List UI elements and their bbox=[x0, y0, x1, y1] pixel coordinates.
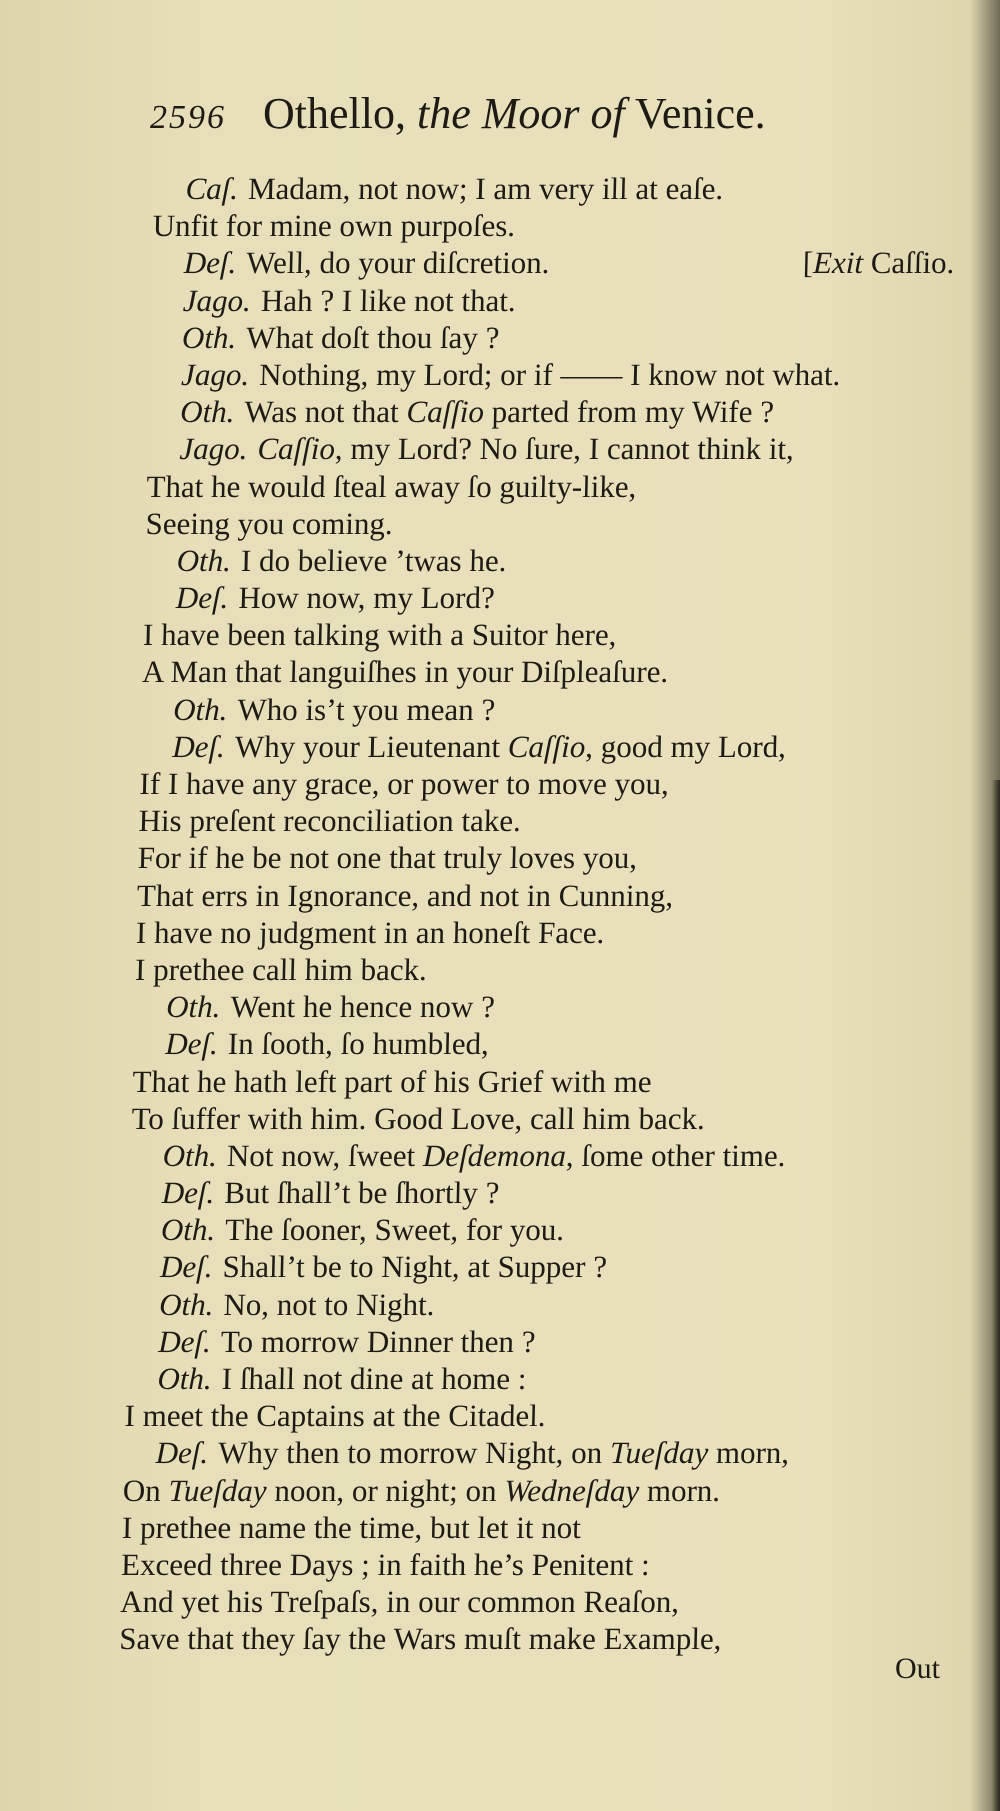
line-text: To ſuffer with him. Good Love, call him back. bbox=[131, 1100, 706, 1136]
verse-line bbox=[0, 468, 993, 505]
line-text: I do believe ’twas he. bbox=[240, 542, 507, 578]
title-part: Othello, bbox=[263, 89, 406, 138]
line-text: For if he be not one that truly loves you, bbox=[137, 840, 638, 876]
speech-line bbox=[0, 356, 996, 393]
line-text: The ſooner, Sweet, for you. bbox=[224, 1212, 565, 1248]
verse-line bbox=[0, 802, 985, 839]
speaker-name: Deſ. bbox=[155, 1435, 209, 1471]
speaker-name: Deſ. bbox=[164, 1026, 219, 1062]
speaker-name: Oth. bbox=[181, 319, 237, 355]
verse-line bbox=[0, 1620, 966, 1657]
line-text: , ſome other time. bbox=[565, 1137, 786, 1173]
line-text: In ſooth, ſo humbled, bbox=[227, 1026, 490, 1062]
speaker-name: Oth. bbox=[162, 1137, 218, 1173]
page-edge-shadow bbox=[992, 780, 1000, 1811]
italic-text: Tueſday bbox=[609, 1435, 709, 1471]
speech-line bbox=[0, 1174, 976, 1211]
speech-line bbox=[0, 988, 981, 1025]
speech-line bbox=[0, 1360, 972, 1397]
line-text: morn. bbox=[638, 1472, 721, 1508]
play-text bbox=[0, 170, 1000, 1658]
line-text: Went he hence now ? bbox=[230, 989, 496, 1025]
speaker-name: Deſ. bbox=[159, 1249, 214, 1285]
running-header bbox=[150, 88, 766, 139]
line-text: I have no judgment in an honeſt Face. bbox=[135, 914, 605, 950]
line-text: Madam, not now; I am very ill at eaſe. bbox=[247, 171, 724, 206]
line-text: That he hath left part of his Grief with me bbox=[132, 1063, 653, 1099]
line-text: noon, or night; on bbox=[266, 1472, 505, 1508]
verse-line bbox=[0, 207, 999, 244]
speech-line bbox=[0, 1434, 970, 1471]
italic-text: Caſſio bbox=[507, 728, 586, 764]
line-text: Who is’t you mean ? bbox=[237, 691, 496, 727]
speech-line bbox=[0, 691, 988, 728]
verse-line bbox=[0, 1472, 969, 1509]
speaker-name: Oth. bbox=[176, 542, 232, 578]
title-part: Venice. bbox=[634, 89, 766, 138]
stage-direction-text: Exit bbox=[812, 245, 864, 281]
verse-line bbox=[0, 951, 982, 988]
italic-text: Wedneſday bbox=[503, 1472, 640, 1508]
line-text: But ſhall’t be ſhortly ? bbox=[224, 1175, 500, 1211]
line-text: , my Lord? No ſure, I cannot think it, bbox=[334, 431, 795, 467]
line-text: How now, my Lord? bbox=[238, 580, 496, 616]
speech-line bbox=[0, 244, 998, 281]
verse-line bbox=[0, 616, 989, 653]
speaker-name: Deſ. bbox=[172, 728, 226, 764]
speech-line bbox=[0, 1137, 977, 1174]
speech-line bbox=[0, 1211, 975, 1248]
verse-line bbox=[0, 1509, 968, 1546]
line-text: Save that they ſay the Wars muſt make Example, bbox=[118, 1621, 722, 1657]
line-text: Was not that bbox=[244, 394, 407, 430]
verse-line bbox=[0, 877, 983, 914]
speaker-name: Oth. bbox=[172, 691, 228, 727]
line-text: Why then to morrow Night, on bbox=[217, 1435, 611, 1471]
line-text: Exceed three Days ; in faith he’s Penitent : bbox=[120, 1546, 651, 1582]
speaker-name: Oth. bbox=[158, 1286, 214, 1322]
line-text: Hah ? I like not that. bbox=[260, 282, 517, 318]
line-text: parted from my Wife ? bbox=[483, 394, 775, 430]
verse-line bbox=[0, 1583, 967, 1620]
line-text: What doſt thou ſay ? bbox=[245, 319, 500, 355]
speaker-name: Oth. bbox=[165, 989, 221, 1025]
speaker-name: Deſ. bbox=[161, 1175, 215, 1211]
verse-line bbox=[0, 1063, 979, 1100]
page-number: 2596 bbox=[150, 99, 226, 136]
title-part-italic: the Moor of bbox=[416, 89, 625, 138]
line-text: On bbox=[122, 1472, 169, 1508]
speaker-name: Jago. bbox=[179, 431, 248, 467]
line-text: His preſent reconciliation take. bbox=[138, 803, 522, 839]
verse-line bbox=[0, 1397, 971, 1434]
line-text: , good my Lord, bbox=[584, 728, 787, 764]
line-text: If I have any grace, or power to move you, bbox=[139, 766, 670, 801]
verse-line bbox=[0, 765, 986, 802]
line-text: That he would ſteal away ſo guilty-like, bbox=[146, 468, 637, 504]
catchword: Out bbox=[895, 1652, 940, 1685]
line-text: I prethee call him back. bbox=[134, 951, 428, 987]
speech-line bbox=[0, 1323, 973, 1360]
italic-text: Caſſio bbox=[257, 431, 336, 467]
speaker-name: Caſ. bbox=[185, 171, 239, 206]
line-text: I prethee name the time, but let it not bbox=[121, 1509, 582, 1545]
speaker-name: Oth. bbox=[160, 1212, 216, 1248]
speech-line bbox=[0, 1286, 974, 1323]
line-text: I ſhall not dine at home : bbox=[221, 1361, 527, 1396]
verse-line bbox=[0, 653, 989, 690]
speaker-name: Oth. bbox=[157, 1361, 213, 1396]
stage-direction bbox=[802, 244, 954, 281]
speech-line bbox=[0, 393, 995, 430]
line-text: Not now, ſweet bbox=[226, 1137, 424, 1173]
stage-direction-text: Caſſio. bbox=[862, 245, 955, 281]
speech-line bbox=[0, 1248, 975, 1285]
line-text: morn, bbox=[707, 1435, 790, 1471]
speaker-name: Deſ. bbox=[183, 245, 237, 281]
verse-line bbox=[0, 1546, 968, 1583]
line-text: Unfit for mine own purpoſes. bbox=[152, 208, 516, 244]
verse-line bbox=[0, 505, 992, 542]
line-text: And yet his Treſpaſs, in our common Reaſon, bbox=[119, 1584, 680, 1620]
line-text: That errs in Ignorance, and not in Cunning, bbox=[136, 877, 674, 913]
line-text: A Man that languiſhes in your Diſpleaſure. bbox=[141, 654, 669, 690]
speech-line bbox=[0, 430, 994, 467]
line-text: Shall’t be to Night, at Supper ? bbox=[222, 1249, 608, 1285]
verse-line bbox=[0, 914, 982, 951]
speech-line bbox=[0, 319, 996, 356]
line-text: Why your Lieutenant bbox=[234, 728, 509, 764]
speech-line bbox=[0, 170, 1000, 207]
line-text: I meet the Captains at the Citadel. bbox=[124, 1398, 547, 1434]
speech-line bbox=[0, 728, 987, 765]
line-text: Nothing, my Lord; or if —— I know not what. bbox=[258, 356, 841, 392]
line-text: No, not to Night. bbox=[223, 1286, 435, 1322]
line-text: Well, do your diſcretion. bbox=[245, 245, 550, 281]
speech-line bbox=[0, 282, 997, 319]
line-text: Seeing you coming. bbox=[145, 505, 394, 541]
speaker-name: Deſ. bbox=[175, 580, 229, 616]
italic-text: Caſſio bbox=[406, 394, 485, 430]
speaker-name: Jago. bbox=[182, 282, 252, 318]
speech-line bbox=[0, 1025, 980, 1062]
speaker-name: Oth. bbox=[179, 394, 235, 430]
italic-text: Tueſday bbox=[168, 1472, 268, 1508]
speaker-name: Deſ. bbox=[157, 1323, 212, 1359]
speaker-name: Jago. bbox=[180, 356, 250, 392]
stage-direction-text: [ bbox=[802, 245, 814, 281]
line-text: I have been talking with a Suitor here, bbox=[142, 617, 617, 653]
speech-line bbox=[0, 542, 991, 579]
speech-line bbox=[0, 579, 990, 616]
italic-text: Deſdemona bbox=[422, 1137, 567, 1173]
line-text: To morrow Dinner then ? bbox=[220, 1323, 536, 1359]
verse-line bbox=[0, 839, 984, 876]
verse-line bbox=[0, 1100, 978, 1137]
